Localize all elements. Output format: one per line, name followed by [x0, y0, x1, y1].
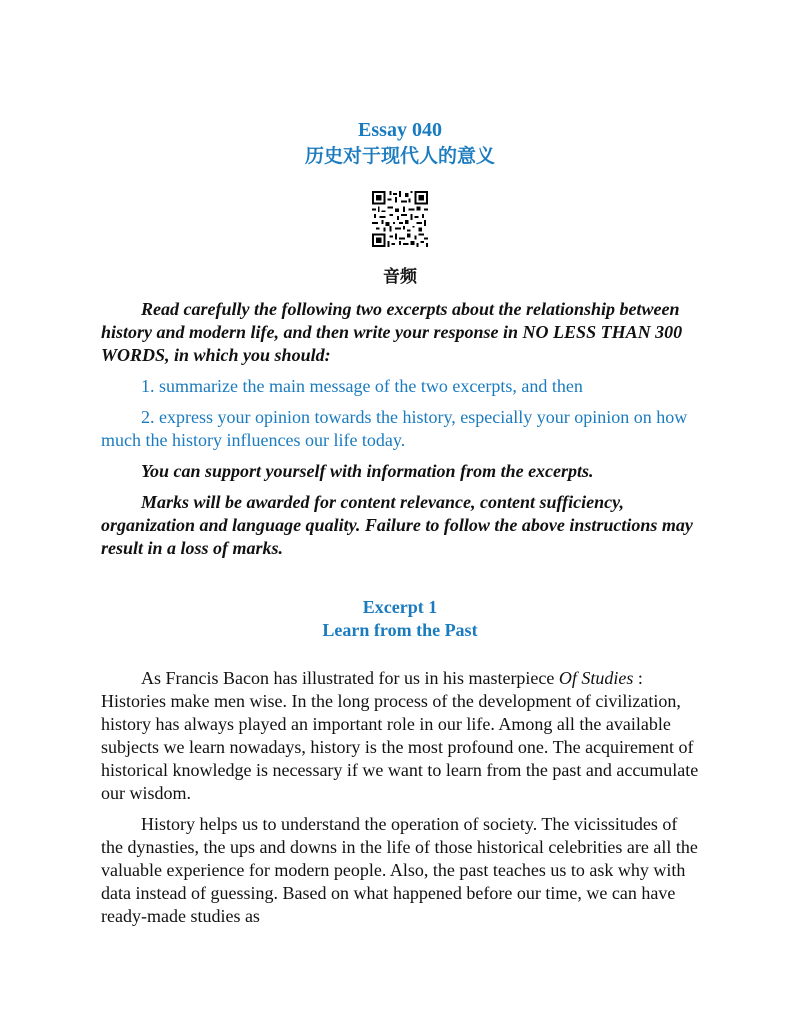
instructions-support: You can support yourself with information from the excerpts. [141, 461, 594, 481]
excerpt-paragraph-1 [101, 667, 701, 805]
instructions-marks: Marks will be awarded for content relevance, content sufficiency, organization and language quality. Failure to follow the above instructions may result in a loss of marks. [101, 492, 693, 558]
instruction-point-1: 1. summarize the main message of the two excerpts, and then [141, 376, 583, 396]
qr-code-icon[interactable] [372, 191, 428, 247]
audio-label[interactable]: 音频 [383, 267, 417, 287]
book-title: Of Studies [558, 668, 634, 688]
essay-number: Essay 040 [358, 119, 442, 141]
excerpt-paragraph-2: History helps us to understand the operation of society. The vicissitudes of the dynasties, the ups and downs in the life of those historical celebrities are all the valuable experience for modern people. Also, the past teaches us to ask why with data instead of guessing. Based on what happened before our time, we can have ready-made studies as [101, 814, 698, 926]
paragraph-1-rest: : Histories make men wise. In the long process of the development of civilization, history has always played an important role in our life. Among all the available subjects we learn nowadays, history is the most profound one. The acquirement of historical knowledge is necessary if we want to learn from the past and accumulate our wisdom. [101, 668, 699, 803]
instruction-point-2: 2. express your opinion towards the history, especially your opinion on how much the history influences our life today. [101, 407, 688, 450]
instructions-intro: Read carefully the following two excerpts about the relationship between history and modern life, and then write your response in NO LESS THAN 300 WORDS, in which you should: [101, 299, 683, 365]
paragraph-1-start: As Francis Bacon has illustrated for us in his masterpiece [141, 668, 559, 688]
excerpt-label: Excerpt 1 [362, 597, 438, 617]
essay-chinese-title: 历史对于现代人的意义 [304, 145, 495, 167]
instructions-section [101, 298, 701, 568]
excerpt-title: Learn from the Past [322, 620, 478, 640]
excerpt-body [101, 667, 701, 936]
excerpt-heading [0, 596, 800, 642]
